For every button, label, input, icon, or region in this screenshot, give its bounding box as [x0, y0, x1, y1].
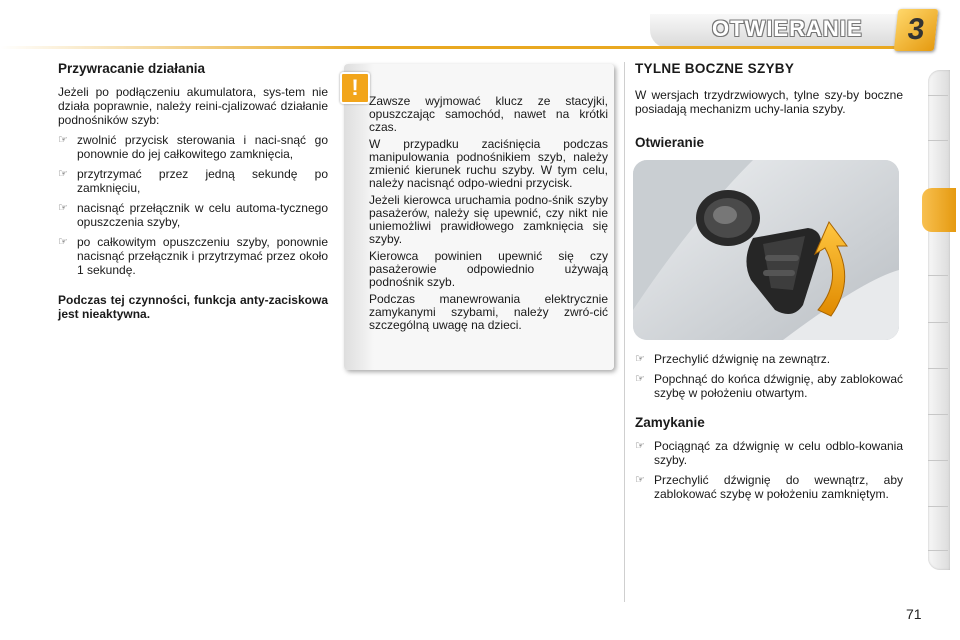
warning-paragraph: W przypadku zaciśnięcia podczas manipulowania podnośnikiem szyb, należy zmienić kierunek ruchu szyby. W tym celu, należy nacisnąć odpo-wiedni przycisk.: [369, 137, 608, 190]
warning-paragraph: Zawsze wyjmować klucz ze stacyjki, opuszczając samochód, nawet na krótki czas.: [369, 94, 608, 134]
tab-divider: [928, 140, 948, 141]
opening-steps-list: [635, 352, 903, 400]
chapter-tab-strip: [928, 70, 950, 570]
tab-divider: [928, 550, 948, 551]
header-rule: [0, 46, 905, 49]
pointing-finger-icon: ☞: [58, 202, 68, 214]
section-title: TYLNE BOCZNE SZYBY: [635, 61, 795, 76]
warning-icon: !: [340, 72, 370, 104]
list-item: ☞ zwolnić przycisk sterowania i naci-snąć go ponownie do jej całkowitego zamknięcia,: [58, 133, 328, 161]
pointing-finger-icon: ☞: [635, 440, 645, 452]
reset-steps-list: [58, 133, 328, 277]
page-number: 71: [906, 606, 922, 622]
left-column: [58, 62, 328, 327]
warning-paragraph: Kierowca powinien upewnić się czy pasażerowie odpowiednio używają podnośnik szyb.: [369, 249, 608, 289]
tab-divider: [928, 275, 948, 276]
rear-window-latch-photo: [633, 160, 899, 340]
right-column: [635, 62, 903, 507]
warning-paragraph: Podczas manewrowania elektrycznie zamykanymi szybami, należy zwró-cić szczególną uwagę na dzieci.: [369, 292, 608, 332]
tab-divider: [928, 368, 948, 369]
pointing-finger-icon: ☞: [635, 474, 645, 486]
window-latch-illustration: [633, 160, 899, 340]
chapter-number-badge: 3: [894, 9, 938, 51]
tab-divider: [928, 322, 948, 323]
pointing-finger-icon: ☞: [635, 373, 645, 385]
reset-heading: Przywracanie działania: [58, 61, 206, 76]
list-item: ☞ nacisnąć przełącznik w celu automa-tycznego opuszczenia szyby,: [58, 201, 328, 229]
closing-steps-list: [635, 439, 903, 501]
warning-text: [369, 95, 608, 336]
list-item: ☞ po całkowitym opuszczeniu szyby, ponownie nacisnąć przełącznik i przytrzymać przez około 1 sekundę.: [58, 235, 328, 277]
tab-divider: [928, 506, 948, 507]
list-item: ☞ Przechylić dźwignię do wewnątrz, aby zablokować szybę w położeniu zamkniętym.: [635, 473, 903, 501]
pointing-finger-icon: ☞: [635, 353, 645, 365]
tab-divider: [928, 95, 948, 96]
tab-divider: [928, 414, 948, 415]
opening-title: Otwieranie: [635, 135, 705, 150]
list-item: ☞ Przechylić dźwignię na zewnątrz.: [635, 352, 831, 366]
warning-paragraph: Jeżeli kierowca uruchamia podno-śnik szyby pasażerów, należy się upewnić, czy nikt nie uniemożliwi prawidłowego zamknięcia się szyby.: [369, 193, 608, 246]
reset-intro: Jeżeli po podłączeniu akumulatora, sys-tem nie działa poprawnie, należy reini-cjalizować działanie podnośników szyb:: [58, 85, 328, 127]
chapter-tab-active[interactable]: [922, 188, 956, 232]
column-divider: [624, 62, 625, 602]
pointing-finger-icon: ☞: [58, 168, 68, 180]
list-item: ☞ przytrzymać przez jedną sekundę po zamknięciu,: [58, 167, 328, 195]
anti-pinch-note: Podczas tej czynności, funkcja anty-zaciskowa jest nieaktywna.: [58, 293, 328, 321]
chapter-title: OTWIERANIE: [712, 16, 863, 41]
section-intro: W wersjach trzydrzwiowych, tylne szy-by boczne posiadają mechanizm uchy-lania szyby.: [635, 88, 903, 116]
tab-divider: [928, 460, 948, 461]
list-item: ☞ Pociągnąć za dźwignię w celu odblo-kowania szyby.: [635, 439, 903, 467]
pointing-finger-icon: ☞: [58, 236, 68, 248]
closing-title: Zamykanie: [635, 415, 705, 430]
list-item: ☞ Popchnąć do końca dźwignię, aby zablokować szybę w położeniu otwartym.: [635, 372, 903, 400]
pointing-finger-icon: ☞: [58, 134, 68, 146]
